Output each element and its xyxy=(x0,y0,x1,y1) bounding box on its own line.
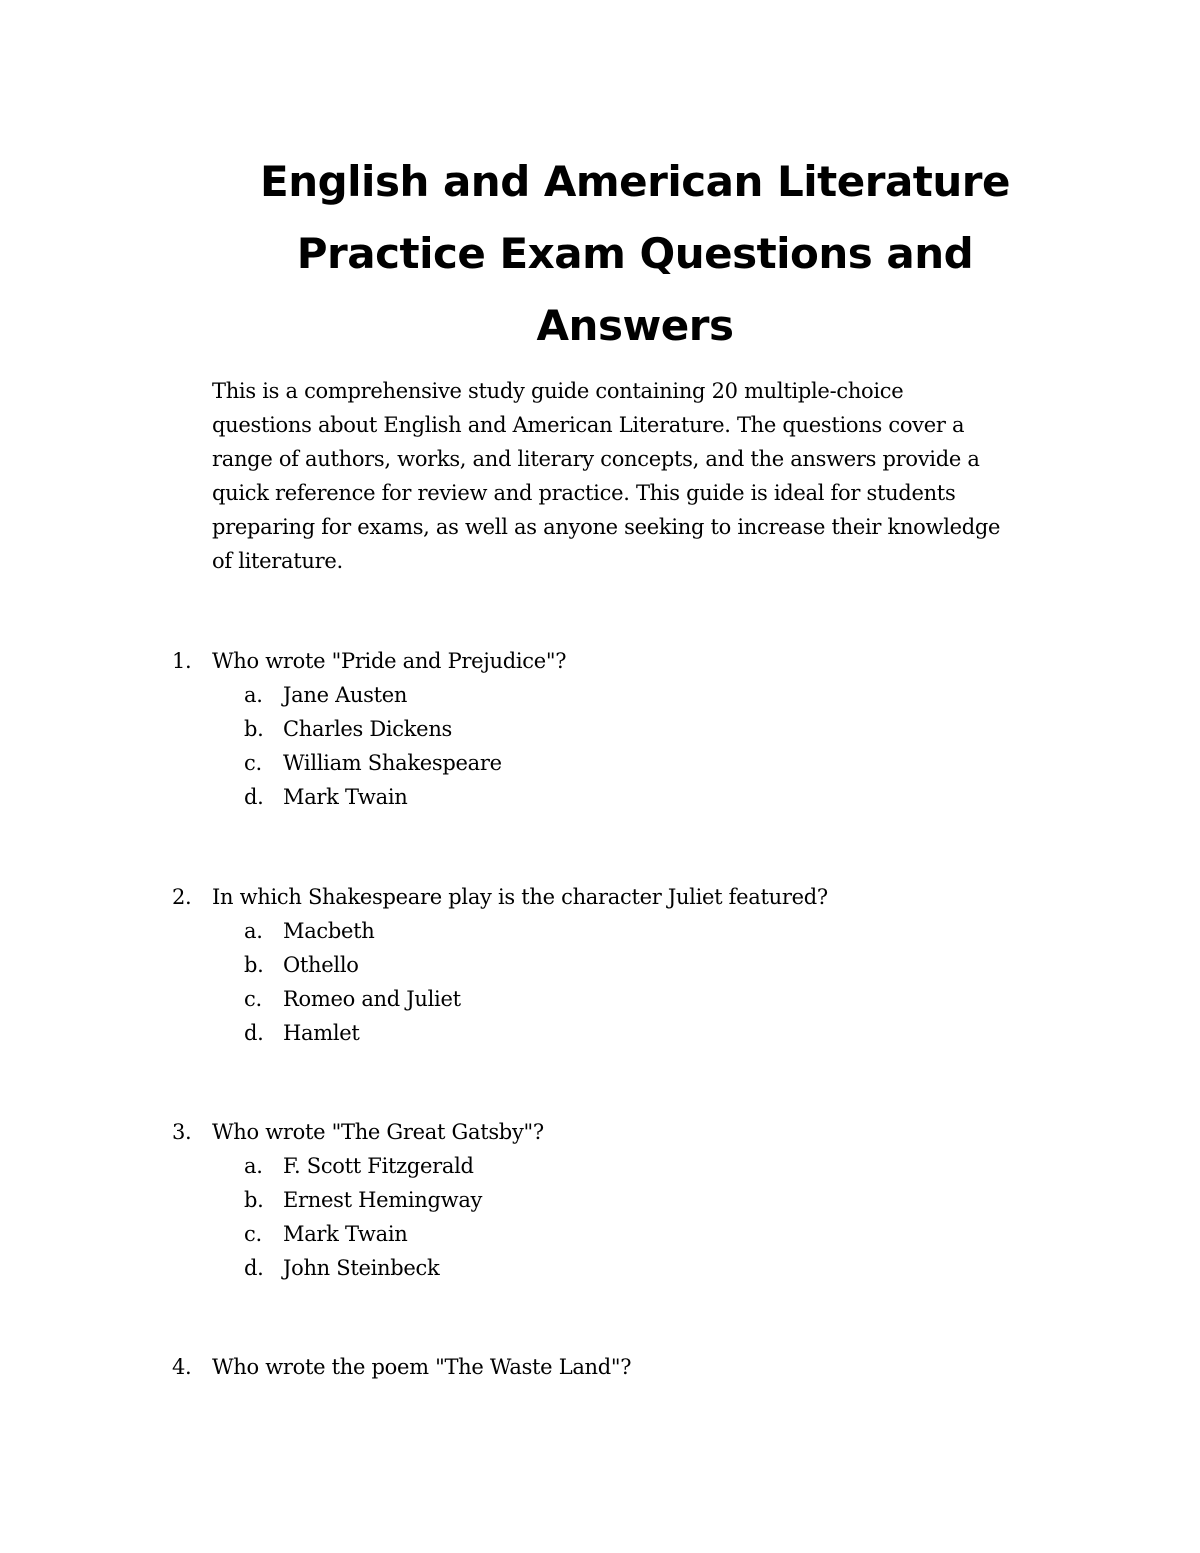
question-4 xyxy=(0,1350,1200,1384)
document-title xyxy=(150,146,1120,362)
option-text: Charles Dickens xyxy=(283,717,453,741)
question-number: 4. xyxy=(172,1355,192,1379)
intro-line: questions about English and American Literature. The questions cover a xyxy=(212,413,965,437)
option-letter: b. xyxy=(244,1188,264,1212)
question-1 xyxy=(0,644,1200,814)
title-line-2: Practice Exam Questions and xyxy=(296,229,974,278)
option-text: Ernest Hemingway xyxy=(283,1188,483,1212)
question-text: Who wrote "The Great Gatsby"? xyxy=(212,1120,544,1144)
title-line-3: Answers xyxy=(536,301,734,350)
question-2 xyxy=(0,880,1200,1050)
answer-option xyxy=(0,1149,1200,1183)
intro-line: of literature. xyxy=(212,549,343,573)
option-letter: d. xyxy=(244,1021,264,1045)
intro-line: range of authors, works, and literary concepts, and the answers provide a xyxy=(212,447,980,471)
option-letter: a. xyxy=(244,919,263,943)
question-text: Who wrote the poem "The Waste Land"? xyxy=(212,1355,632,1379)
answer-option xyxy=(0,780,1200,814)
answer-option xyxy=(0,948,1200,982)
option-text: Hamlet xyxy=(283,1021,360,1045)
option-letter: d. xyxy=(244,785,264,809)
option-text: Mark Twain xyxy=(283,785,408,809)
intro-line: preparing for exams, as well as anyone seeking to increase their knowledge xyxy=(212,515,1001,539)
intro-line: This is a comprehensive study guide containing 20 multiple-choice xyxy=(212,379,904,403)
answer-option xyxy=(0,1183,1200,1217)
question-line xyxy=(0,1115,1200,1149)
answer-option xyxy=(0,678,1200,712)
option-letter: d. xyxy=(244,1256,264,1280)
intro-paragraph xyxy=(212,374,1072,578)
question-number: 3. xyxy=(172,1120,192,1144)
question-3 xyxy=(0,1115,1200,1285)
option-letter: b. xyxy=(244,953,264,977)
answer-option xyxy=(0,1016,1200,1050)
title-line-1: English and American Literature xyxy=(260,157,1010,206)
option-letter: a. xyxy=(244,683,263,707)
answer-option xyxy=(0,1217,1200,1251)
answer-option xyxy=(0,1251,1200,1285)
option-letter: c. xyxy=(244,1222,262,1246)
option-text: Romeo and Juliet xyxy=(283,987,461,1011)
option-letter: c. xyxy=(244,751,262,775)
option-text: Othello xyxy=(283,953,359,977)
answer-option xyxy=(0,914,1200,948)
question-text: Who wrote "Pride and Prejudice"? xyxy=(212,649,567,673)
answer-option xyxy=(0,712,1200,746)
option-letter: b. xyxy=(244,717,264,741)
question-text: In which Shakespeare play is the character Juliet featured? xyxy=(212,885,828,909)
option-text: Jane Austen xyxy=(283,683,408,707)
question-line xyxy=(0,1350,1200,1384)
option-letter: a. xyxy=(244,1154,263,1178)
option-text: F. Scott Fitzgerald xyxy=(283,1154,474,1178)
answer-option xyxy=(0,982,1200,1016)
option-letter: c. xyxy=(244,987,262,1011)
option-text: John Steinbeck xyxy=(283,1256,440,1280)
question-number: 2. xyxy=(172,885,192,909)
question-line xyxy=(0,880,1200,914)
option-text: Mark Twain xyxy=(283,1222,408,1246)
question-number: 1. xyxy=(172,649,192,673)
question-line xyxy=(0,644,1200,678)
option-text: Macbeth xyxy=(283,919,375,943)
answer-option xyxy=(0,746,1200,780)
option-text: William Shakespeare xyxy=(283,751,502,775)
intro-line: quick reference for review and practice. This guide is ideal for students xyxy=(212,481,956,505)
